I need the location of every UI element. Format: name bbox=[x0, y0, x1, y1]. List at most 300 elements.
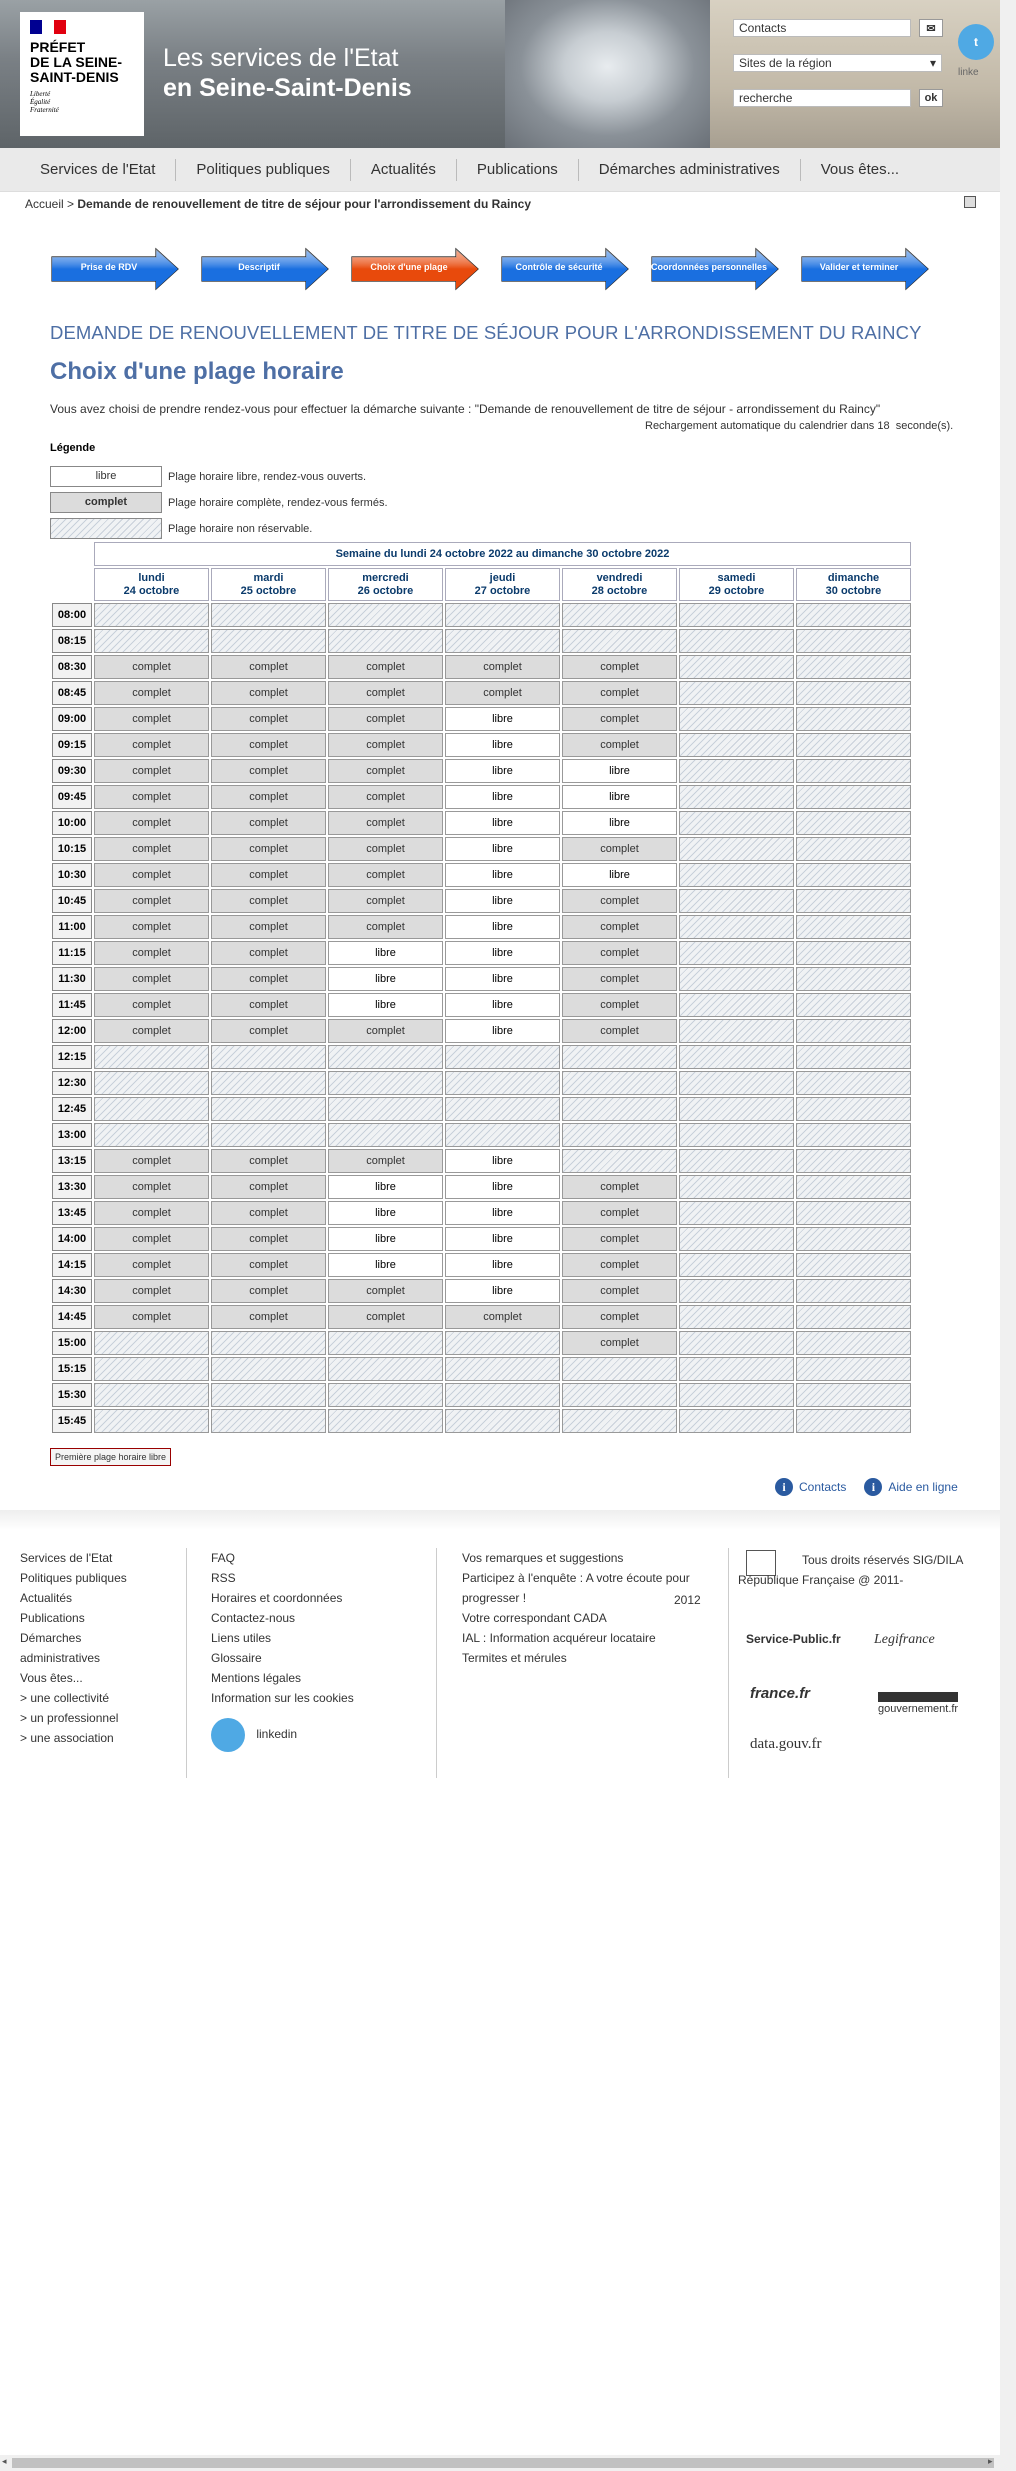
footer-link[interactable]: Mentions légales bbox=[211, 1671, 302, 1685]
slot-libre[interactable]: libre bbox=[328, 993, 443, 1017]
footer-link[interactable]: administratives bbox=[20, 1651, 101, 1665]
slot-libre[interactable]: libre bbox=[445, 837, 560, 861]
slot-row bbox=[52, 889, 911, 913]
slot-unavailable bbox=[211, 1123, 326, 1147]
search-input[interactable]: recherche bbox=[733, 89, 911, 107]
slot-unavailable bbox=[445, 1071, 560, 1095]
linkedin-icon[interactable]: linkedin bbox=[256, 1727, 298, 1742]
slot-unavailable bbox=[679, 1227, 794, 1251]
slot-unavailable bbox=[679, 1175, 794, 1199]
slot-unavailable bbox=[94, 629, 209, 653]
reload-seconds: 18 bbox=[877, 420, 890, 432]
marianne-flag-icon bbox=[30, 20, 66, 34]
slot-complet: complet bbox=[328, 733, 443, 757]
legend-libre-box: libre bbox=[50, 466, 162, 487]
footer-link[interactable]: Services de l'Etat bbox=[20, 1551, 113, 1565]
slot-row bbox=[52, 759, 911, 783]
slot-libre[interactable]: libre bbox=[445, 707, 560, 731]
slot-time: 10:45 bbox=[52, 889, 92, 913]
slot-complet: complet bbox=[328, 915, 443, 939]
france-fr-logo[interactable]: france.fr bbox=[750, 1685, 811, 1702]
search-ok-button[interactable]: ok bbox=[919, 89, 943, 107]
slot-row bbox=[52, 681, 911, 705]
slot-libre[interactable]: libre bbox=[445, 1175, 560, 1199]
slot-unavailable bbox=[796, 837, 911, 861]
slot-unavailable bbox=[679, 1019, 794, 1043]
slot-libre[interactable]: libre bbox=[562, 785, 677, 809]
slot-time: 08:15 bbox=[52, 629, 92, 653]
slot-time: 13:30 bbox=[52, 1175, 92, 1199]
slot-complet: complet bbox=[94, 837, 209, 861]
step-1: Prise de RDV bbox=[50, 247, 180, 289]
slot-complet: complet bbox=[211, 681, 326, 705]
footer-link[interactable]: IAL : Information acquéreur locataire bbox=[462, 1631, 656, 1645]
slot-complet: complet bbox=[562, 1019, 677, 1043]
slot-row bbox=[52, 993, 911, 1017]
vertical-scrollbar[interactable] bbox=[1000, 0, 1016, 2455]
slot-row bbox=[52, 1123, 911, 1147]
slot-time: 11:00 bbox=[52, 915, 92, 939]
slot-complet: complet bbox=[328, 681, 443, 705]
footer-col-nav bbox=[20, 1548, 127, 1748]
footer-rights: Tous droits réservés SIG/DILA République Française @ 2011- 2012 bbox=[674, 1553, 964, 1607]
slot-row bbox=[52, 1253, 911, 1277]
aide-link[interactable]: Aide en ligne bbox=[888, 1480, 958, 1494]
slot-complet: complet bbox=[94, 759, 209, 783]
breadcrumb-sep: > bbox=[67, 197, 75, 211]
slot-complet: complet bbox=[328, 1149, 443, 1173]
slot-time: 10:00 bbox=[52, 811, 92, 835]
slot-libre[interactable]: libre bbox=[562, 759, 677, 783]
slot-complet: complet bbox=[211, 1175, 326, 1199]
footer-divider bbox=[728, 1548, 729, 1778]
slot-complet: complet bbox=[211, 1305, 326, 1329]
slot-unavailable bbox=[796, 1175, 911, 1199]
slot-complet: complet bbox=[211, 837, 326, 861]
service-public-logo[interactable]: Service-Public.fr bbox=[746, 1632, 841, 1646]
slot-time: 15:45 bbox=[52, 1409, 92, 1433]
header-photo-stadium bbox=[505, 0, 710, 148]
slot-libre[interactable]: libre bbox=[445, 967, 560, 991]
site-title-line2: en Seine-Saint-Denis bbox=[163, 74, 412, 102]
slot-row bbox=[52, 1357, 911, 1381]
slot-time: 08:30 bbox=[52, 655, 92, 679]
nav-actualites[interactable]: Actualités bbox=[351, 159, 457, 181]
slot-time: 15:15 bbox=[52, 1357, 92, 1381]
slot-unavailable bbox=[796, 1019, 911, 1043]
footer-link[interactable]: > une collectivité bbox=[20, 1691, 110, 1705]
slot-time: 14:00 bbox=[52, 1227, 92, 1251]
slot-unavailable bbox=[679, 1045, 794, 1069]
footer-link[interactable]: > une association bbox=[20, 1731, 114, 1745]
slot-complet: complet bbox=[328, 1305, 443, 1329]
slot-unavailable bbox=[94, 1383, 209, 1407]
slot-complet: complet bbox=[94, 707, 209, 731]
slot-row bbox=[52, 1045, 911, 1069]
slot-libre[interactable]: libre bbox=[445, 1019, 560, 1043]
footer-link[interactable]: Politiques publiques bbox=[20, 1571, 127, 1585]
slot-complet: complet bbox=[94, 785, 209, 809]
slot-row bbox=[52, 1071, 911, 1095]
slot-unavailable bbox=[562, 629, 677, 653]
print-icon[interactable] bbox=[964, 196, 976, 208]
slot-complet: complet bbox=[328, 759, 443, 783]
slot-complet: complet bbox=[211, 1227, 326, 1251]
footer-link[interactable]: RSS bbox=[211, 1571, 236, 1585]
slot-complet: complet bbox=[562, 1253, 677, 1277]
slot-row bbox=[52, 733, 911, 757]
footer-social bbox=[211, 1718, 297, 1752]
slot-unavailable bbox=[328, 1045, 443, 1069]
slot-unavailable bbox=[796, 1045, 911, 1069]
slot-unavailable bbox=[796, 603, 911, 627]
slot-unavailable bbox=[562, 1071, 677, 1095]
slot-row bbox=[52, 811, 911, 835]
slot-unavailable bbox=[679, 681, 794, 705]
slot-unavailable bbox=[679, 1253, 794, 1277]
slot-unavailable bbox=[562, 1409, 677, 1433]
slot-unavailable bbox=[679, 1331, 794, 1355]
slot-libre[interactable]: libre bbox=[445, 889, 560, 913]
footer-link[interactable]: Glossaire bbox=[211, 1651, 262, 1665]
nav-politiques[interactable]: Politiques publiques bbox=[176, 159, 350, 181]
slot-unavailable bbox=[328, 1123, 443, 1147]
slot-complet: complet bbox=[211, 993, 326, 1017]
slot-complet: complet bbox=[94, 863, 209, 887]
slot-unavailable bbox=[796, 785, 911, 809]
slot-libre[interactable]: libre bbox=[445, 785, 560, 809]
slot-libre[interactable]: libre bbox=[328, 1227, 443, 1251]
slot-unavailable bbox=[562, 1357, 677, 1381]
slot-time: 09:00 bbox=[52, 707, 92, 731]
slot-libre[interactable]: libre bbox=[445, 1201, 560, 1225]
help-links bbox=[775, 1478, 958, 1496]
info-icon: i bbox=[775, 1478, 793, 1496]
scrollbar-thumb[interactable] bbox=[12, 2458, 994, 2468]
slot-libre[interactable]: libre bbox=[445, 759, 560, 783]
legend-complet bbox=[50, 492, 388, 513]
slot-row bbox=[52, 603, 911, 627]
day-header-lundi: lundi 24 octobre bbox=[94, 568, 209, 601]
slot-unavailable bbox=[679, 811, 794, 835]
slot-unavailable bbox=[211, 603, 326, 627]
slot-row bbox=[52, 941, 911, 965]
footer-divider bbox=[436, 1548, 437, 1778]
linkedin-icon[interactable]: linke bbox=[958, 67, 979, 78]
slot-libre[interactable]: libre bbox=[562, 863, 677, 887]
slot-time: 12:00 bbox=[52, 1019, 92, 1043]
slot-row bbox=[52, 1331, 911, 1355]
slot-complet: complet bbox=[94, 941, 209, 965]
footer-link[interactable]: Publications bbox=[20, 1611, 85, 1625]
slot-unavailable bbox=[679, 655, 794, 679]
footer-link[interactable]: Vous êtes... bbox=[20, 1671, 83, 1685]
slot-unavailable bbox=[796, 863, 911, 887]
slot-time: 14:15 bbox=[52, 1253, 92, 1277]
site-header bbox=[0, 0, 1000, 148]
slot-unavailable bbox=[94, 1045, 209, 1069]
slot-unavailable bbox=[796, 1383, 911, 1407]
slot-libre[interactable]: libre bbox=[328, 941, 443, 965]
first-free-slot-button[interactable]: Première plage horaire libre bbox=[50, 1448, 171, 1466]
slot-unavailable bbox=[796, 681, 911, 705]
slot-complet: complet bbox=[562, 837, 677, 861]
slot-complet: complet bbox=[328, 837, 443, 861]
footer-link[interactable]: Votre correspondant CADA bbox=[462, 1611, 607, 1625]
footer-divider bbox=[186, 1548, 187, 1778]
footer-link[interactable]: Horaires et coordonnées bbox=[211, 1591, 343, 1605]
slot-unavailable bbox=[679, 941, 794, 965]
reload-notice: Rechargement automatique du calendrier dans 18 seconde(s). bbox=[645, 420, 954, 432]
slot-unavailable bbox=[796, 1331, 911, 1355]
footer-link[interactable]: > un professionnel bbox=[20, 1711, 119, 1725]
slot-complet: complet bbox=[445, 655, 560, 679]
slot-libre[interactable]: libre bbox=[445, 1149, 560, 1173]
slot-complet: complet bbox=[94, 1227, 209, 1251]
slot-unavailable bbox=[679, 1071, 794, 1095]
slot-row bbox=[52, 1019, 911, 1043]
slot-complet: complet bbox=[562, 1201, 677, 1225]
slot-libre[interactable]: libre bbox=[328, 967, 443, 991]
slot-complet: complet bbox=[94, 1201, 209, 1225]
slot-row bbox=[52, 967, 911, 991]
slot-unavailable bbox=[679, 603, 794, 627]
nav-vous-etes[interactable]: Vous êtes... bbox=[820, 160, 900, 178]
legend-none-box bbox=[50, 518, 162, 539]
slot-row bbox=[52, 1097, 911, 1121]
mail-icon[interactable]: ✉ bbox=[919, 19, 943, 37]
slot-time: 11:30 bbox=[52, 967, 92, 991]
slot-complet: complet bbox=[328, 811, 443, 835]
nav-demarches[interactable]: Démarches administratives bbox=[579, 159, 801, 181]
slot-unavailable bbox=[796, 1279, 911, 1303]
nav-services[interactable]: Services de l'Etat bbox=[20, 159, 176, 181]
slot-unavailable bbox=[562, 1097, 677, 1121]
slot-time: 08:00 bbox=[52, 603, 92, 627]
chevron-down-icon: ▾ bbox=[929, 56, 936, 70]
slot-libre[interactable]: libre bbox=[445, 941, 560, 965]
footer-link[interactable]: Liens utiles bbox=[211, 1631, 272, 1645]
logo-motto: Liberté Égalité Fraternité bbox=[30, 90, 59, 114]
slot-unavailable bbox=[679, 993, 794, 1017]
slot-row bbox=[52, 707, 911, 731]
slot-unavailable bbox=[679, 1123, 794, 1147]
scroll-right-icon[interactable]: ▸ bbox=[988, 2456, 993, 2466]
slot-unavailable bbox=[796, 1409, 911, 1433]
slot-unavailable bbox=[211, 1383, 326, 1407]
slot-unavailable bbox=[445, 1409, 560, 1433]
slot-complet: complet bbox=[94, 967, 209, 991]
slot-complet: complet bbox=[94, 1253, 209, 1277]
slot-unavailable bbox=[679, 1201, 794, 1225]
footer-link[interactable]: Information sur les cookies bbox=[211, 1691, 354, 1705]
slot-complet: complet bbox=[211, 967, 326, 991]
footer-link[interactable]: Participez à l'enquête : A votre écoute pour bbox=[462, 1571, 690, 1585]
twitter-icon[interactable]: t bbox=[958, 24, 994, 60]
site-title-line1: Les services de l'Etat bbox=[163, 44, 399, 72]
slot-complet: complet bbox=[211, 1201, 326, 1225]
prefet-logo[interactable] bbox=[20, 12, 144, 136]
slot-row bbox=[52, 655, 911, 679]
slot-complet: complet bbox=[94, 993, 209, 1017]
slot-libre[interactable]: libre bbox=[445, 1279, 560, 1303]
slot-complet: complet bbox=[562, 967, 677, 991]
slot-complet: complet bbox=[562, 993, 677, 1017]
slot-libre[interactable]: libre bbox=[445, 733, 560, 757]
slot-libre[interactable]: libre bbox=[328, 1201, 443, 1225]
slot-unavailable bbox=[211, 1331, 326, 1355]
data-gouv-logo[interactable]: data.gouv.fr bbox=[750, 1736, 822, 1752]
slot-time: 09:30 bbox=[52, 759, 92, 783]
slot-complet: complet bbox=[94, 889, 209, 913]
footer-link[interactable]: Vos remarques et suggestions bbox=[462, 1551, 624, 1565]
slot-unavailable bbox=[796, 1201, 911, 1225]
slot-unavailable bbox=[679, 1409, 794, 1433]
slot-unavailable bbox=[796, 1149, 911, 1173]
slot-complet: complet bbox=[328, 1279, 443, 1303]
week-label: Semaine du lundi 24 octobre 2022 au dimanche 30 octobre 2022 bbox=[94, 542, 911, 566]
slot-libre[interactable]: libre bbox=[562, 811, 677, 835]
slot-unavailable bbox=[796, 1071, 911, 1095]
contacts-field[interactable]: Contacts bbox=[733, 19, 911, 37]
slot-unavailable bbox=[796, 1357, 911, 1381]
nav-publications[interactable]: Publications bbox=[457, 159, 579, 181]
slot-unavailable bbox=[679, 915, 794, 939]
slot-libre[interactable]: libre bbox=[445, 915, 560, 939]
day-header-mardi: mardi 25 octobre bbox=[211, 568, 326, 601]
slot-unavailable bbox=[679, 1357, 794, 1381]
slot-complet: complet bbox=[328, 707, 443, 731]
slot-complet: complet bbox=[211, 1149, 326, 1173]
footer-link[interactable]: Termites et mérules bbox=[462, 1651, 567, 1665]
slot-time: 12:45 bbox=[52, 1097, 92, 1121]
slot-complet: complet bbox=[211, 941, 326, 965]
site-footer bbox=[0, 1510, 1000, 1770]
slot-complet: complet bbox=[211, 863, 326, 887]
slot-unavailable bbox=[796, 811, 911, 835]
sites-select[interactable]: Sites de la région ▾ bbox=[733, 54, 942, 72]
slot-complet: complet bbox=[94, 1305, 209, 1329]
slot-complet: complet bbox=[211, 759, 326, 783]
horizontal-scrollbar[interactable] bbox=[0, 2455, 1016, 2471]
slot-unavailable bbox=[211, 629, 326, 653]
slot-libre[interactable]: libre bbox=[445, 811, 560, 835]
slot-complet: complet bbox=[445, 681, 560, 705]
slot-libre[interactable]: libre bbox=[328, 1175, 443, 1199]
slot-complet: complet bbox=[94, 1149, 209, 1173]
footer-link[interactable]: Démarches bbox=[20, 1631, 82, 1645]
step-2: Descriptif bbox=[200, 247, 330, 289]
slot-unavailable bbox=[328, 1097, 443, 1121]
slot-unavailable bbox=[328, 629, 443, 653]
footer-link[interactable]: FAQ bbox=[211, 1551, 236, 1565]
logo-title: PRÉFET DE LA SEINE- SAINT-DENIS bbox=[30, 39, 123, 85]
slot-complet: complet bbox=[562, 1305, 677, 1329]
footer-link[interactable]: Actualités bbox=[20, 1591, 73, 1605]
slot-unavailable bbox=[328, 1409, 443, 1433]
slot-complet: complet bbox=[94, 655, 209, 679]
slot-complet: complet bbox=[211, 889, 326, 913]
slot-unavailable bbox=[796, 629, 911, 653]
site-title[interactable] bbox=[163, 43, 412, 103]
slot-unavailable bbox=[211, 1045, 326, 1069]
main-nav bbox=[0, 148, 1000, 192]
slot-row bbox=[52, 1383, 911, 1407]
slot-unavailable bbox=[211, 1071, 326, 1095]
slot-unavailable bbox=[328, 1071, 443, 1095]
slot-unavailable bbox=[94, 1071, 209, 1095]
step-progress bbox=[50, 247, 950, 295]
slot-unavailable bbox=[796, 915, 911, 939]
slot-unavailable bbox=[445, 1123, 560, 1147]
slot-row bbox=[52, 1175, 911, 1199]
slot-complet: complet bbox=[94, 1279, 209, 1303]
slot-unavailable bbox=[796, 759, 911, 783]
slot-time: 15:00 bbox=[52, 1331, 92, 1355]
slot-complet: complet bbox=[445, 1305, 560, 1329]
slot-complet: complet bbox=[328, 889, 443, 913]
slot-time: 09:45 bbox=[52, 785, 92, 809]
slot-libre[interactable]: libre bbox=[328, 1253, 443, 1277]
legifrance-logo[interactable]: Legifrance bbox=[874, 1632, 935, 1647]
slot-unavailable bbox=[679, 707, 794, 731]
slot-unavailable bbox=[562, 1149, 677, 1173]
gouvernement-logo[interactable]: gouvernement.fr bbox=[878, 1692, 958, 1715]
slot-libre[interactable]: libre bbox=[445, 1227, 560, 1251]
slot-complet: complet bbox=[562, 1227, 677, 1251]
footer-link[interactable]: Contactez-nous bbox=[211, 1611, 296, 1625]
twitter-icon[interactable] bbox=[211, 1718, 245, 1752]
scroll-left-icon[interactable]: ◂ bbox=[2, 2456, 7, 2466]
slot-complet: complet bbox=[211, 915, 326, 939]
slot-unavailable bbox=[562, 1383, 677, 1407]
slot-libre[interactable]: libre bbox=[445, 1253, 560, 1277]
slot-row bbox=[52, 1279, 911, 1303]
slot-unavailable bbox=[796, 1305, 911, 1329]
slot-unavailable bbox=[328, 1331, 443, 1355]
slot-row bbox=[52, 1409, 911, 1433]
breadcrumb-home[interactable]: Accueil bbox=[25, 197, 64, 211]
slot-complet: complet bbox=[211, 707, 326, 731]
slot-unavailable bbox=[679, 785, 794, 809]
contacts-link[interactable]: Contacts bbox=[799, 1480, 847, 1494]
step-5: Coordonnées personnelles bbox=[650, 247, 780, 289]
intro-text: Vous avez choisi de prendre rendez-vous pour effectuer la démarche suivante : "Demande de renouvellement de titre de séjour - arrondissement du Raincy" bbox=[50, 402, 881, 416]
slot-unavailable bbox=[679, 889, 794, 913]
day-header-dimanche: dimanche 30 octobre bbox=[796, 568, 911, 601]
slot-unavailable bbox=[445, 1045, 560, 1069]
footer-link[interactable]: progresser ! bbox=[462, 1591, 527, 1605]
slot-unavailable bbox=[211, 1097, 326, 1121]
slot-unavailable bbox=[679, 1149, 794, 1173]
slot-row bbox=[52, 915, 911, 939]
slot-unavailable bbox=[94, 1409, 209, 1433]
slot-row bbox=[52, 785, 911, 809]
slot-unavailable bbox=[94, 1357, 209, 1381]
slot-unavailable bbox=[94, 603, 209, 627]
slot-row bbox=[52, 1227, 911, 1251]
slot-row bbox=[52, 837, 911, 861]
legend-complet-box: complet bbox=[50, 492, 162, 513]
legend-none bbox=[50, 518, 312, 539]
slot-time: 10:30 bbox=[52, 863, 92, 887]
slot-unavailable bbox=[796, 707, 911, 731]
slot-complet: complet bbox=[211, 811, 326, 835]
slot-libre[interactable]: libre bbox=[445, 993, 560, 1017]
slot-complet: complet bbox=[562, 1175, 677, 1199]
slot-unavailable bbox=[445, 603, 560, 627]
slot-libre[interactable]: libre bbox=[445, 863, 560, 887]
